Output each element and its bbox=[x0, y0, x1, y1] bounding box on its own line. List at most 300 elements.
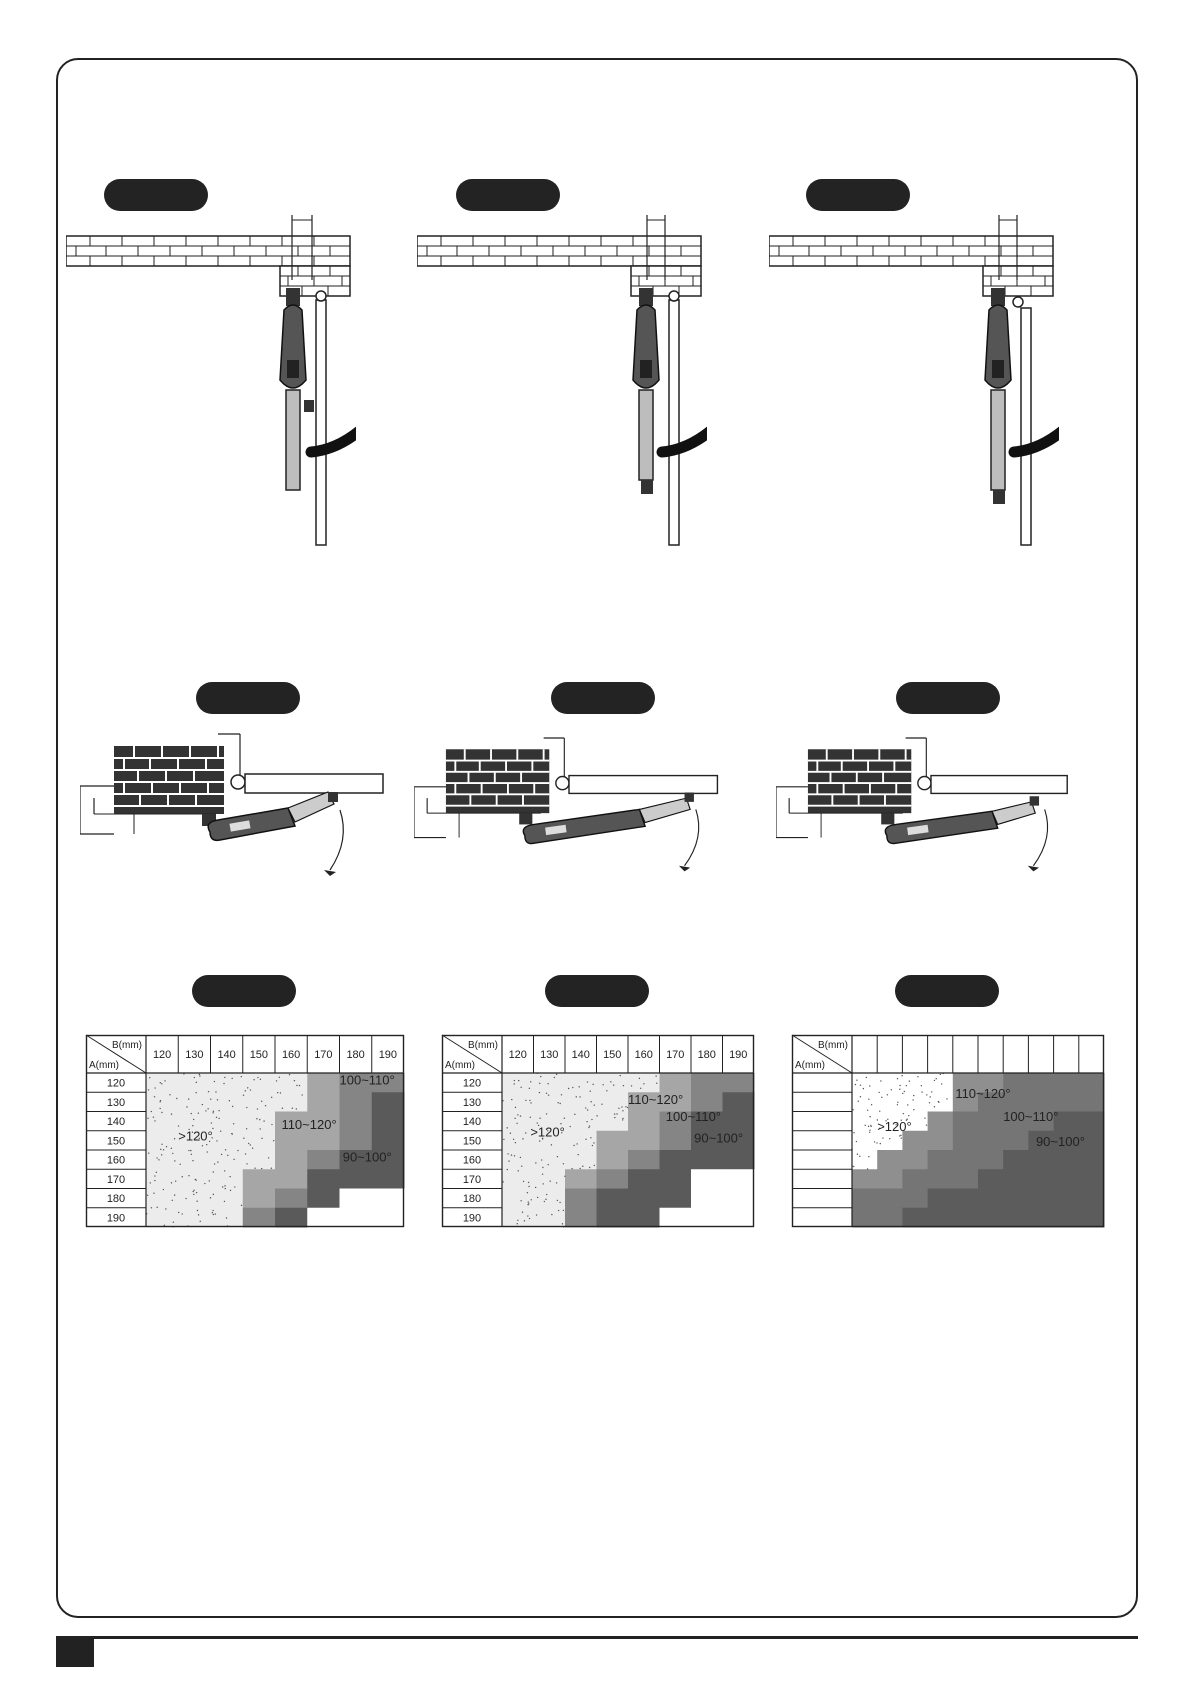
zone-label: >120° bbox=[530, 1124, 565, 1140]
zone-cell bbox=[178, 1189, 211, 1209]
speckle bbox=[531, 1199, 532, 1200]
speckle bbox=[271, 1168, 272, 1169]
swing-arc bbox=[1033, 809, 1047, 865]
zone-cell bbox=[902, 1189, 928, 1209]
speckle bbox=[610, 1081, 611, 1082]
speckle bbox=[881, 1097, 882, 1098]
speckle bbox=[913, 1109, 914, 1110]
speckle bbox=[210, 1098, 211, 1099]
zone-cell bbox=[852, 1150, 878, 1170]
speckle bbox=[279, 1077, 280, 1078]
zone-cell bbox=[723, 1189, 755, 1209]
row-label: 190 bbox=[106, 1212, 126, 1225]
speckle bbox=[540, 1076, 541, 1077]
speckle bbox=[193, 1119, 194, 1120]
row-label: 160 bbox=[106, 1154, 126, 1167]
speckle bbox=[522, 1211, 523, 1212]
zone-cell bbox=[372, 1131, 405, 1151]
zone-label: 90~100° bbox=[342, 1149, 392, 1165]
gate-leaf bbox=[1021, 308, 1031, 545]
zone-cell bbox=[178, 1150, 211, 1170]
speckle bbox=[926, 1124, 927, 1125]
speckle bbox=[570, 1126, 571, 1127]
speckle bbox=[202, 1145, 203, 1146]
speckle bbox=[576, 1143, 577, 1144]
zone-cell bbox=[597, 1092, 629, 1112]
speckle bbox=[924, 1117, 925, 1118]
speckle bbox=[154, 1175, 155, 1176]
column-header-label: B(mm) bbox=[818, 1040, 848, 1051]
zone-cell bbox=[565, 1150, 597, 1170]
speckle bbox=[934, 1080, 935, 1081]
speckle bbox=[520, 1115, 521, 1116]
zone-cell bbox=[307, 1092, 340, 1112]
column-label: 130 bbox=[540, 1049, 559, 1061]
speckle bbox=[148, 1089, 149, 1090]
speckle bbox=[164, 1080, 165, 1081]
speckle bbox=[557, 1200, 558, 1201]
speckle bbox=[151, 1207, 152, 1208]
speckle bbox=[514, 1080, 515, 1081]
speckle bbox=[171, 1148, 172, 1149]
speckle bbox=[912, 1099, 913, 1100]
row-label: 140 bbox=[106, 1116, 126, 1129]
speckle bbox=[259, 1119, 260, 1120]
speckle bbox=[564, 1118, 565, 1119]
speckle bbox=[248, 1143, 249, 1144]
speckle bbox=[527, 1215, 528, 1216]
speckle bbox=[196, 1201, 197, 1202]
mount-diagram-3 bbox=[769, 200, 1059, 550]
speckle bbox=[857, 1154, 858, 1155]
speckle bbox=[593, 1142, 594, 1143]
zone-cell bbox=[146, 1131, 179, 1151]
zone-label: 110~120° bbox=[628, 1091, 684, 1107]
speckle bbox=[192, 1160, 193, 1161]
speckle bbox=[204, 1183, 205, 1184]
speckle bbox=[254, 1168, 255, 1169]
zone-cell bbox=[178, 1073, 211, 1093]
speckle bbox=[527, 1204, 528, 1205]
zone-cell bbox=[178, 1092, 211, 1112]
speckle bbox=[864, 1125, 865, 1126]
speckle bbox=[880, 1143, 881, 1144]
swing-arc bbox=[685, 809, 699, 865]
speckle bbox=[148, 1152, 149, 1153]
zone-cell bbox=[243, 1073, 276, 1093]
zone-cell bbox=[852, 1073, 878, 1093]
speckle bbox=[523, 1181, 524, 1182]
zone-cell bbox=[275, 1073, 308, 1093]
speckle bbox=[250, 1089, 251, 1090]
speckle bbox=[517, 1114, 518, 1115]
speckle bbox=[514, 1083, 515, 1084]
speckle bbox=[174, 1138, 175, 1139]
speckle bbox=[853, 1132, 854, 1133]
zone-cell bbox=[243, 1169, 276, 1189]
speckle bbox=[156, 1172, 157, 1173]
speckle bbox=[587, 1081, 588, 1082]
zone-cell bbox=[146, 1092, 179, 1112]
speckle bbox=[590, 1137, 591, 1138]
speckle bbox=[265, 1105, 266, 1106]
zone-label: 100~110° bbox=[1003, 1109, 1059, 1125]
speckle bbox=[913, 1095, 914, 1096]
speckle bbox=[551, 1214, 552, 1215]
speckle bbox=[191, 1154, 192, 1155]
zone-cell bbox=[978, 1150, 1004, 1170]
zone-cell bbox=[1054, 1169, 1080, 1189]
speckle bbox=[163, 1189, 164, 1190]
zone-cell bbox=[211, 1131, 244, 1151]
speckle bbox=[921, 1091, 922, 1092]
zone-cell bbox=[340, 1112, 373, 1132]
speckle bbox=[655, 1075, 656, 1076]
speckle bbox=[858, 1101, 859, 1102]
zone-cell bbox=[953, 1150, 979, 1170]
speckle bbox=[874, 1141, 875, 1142]
speckle bbox=[263, 1120, 264, 1121]
config-1-table-label bbox=[192, 975, 296, 1007]
speckle bbox=[525, 1100, 526, 1101]
speckle bbox=[259, 1128, 260, 1129]
zone-cell bbox=[275, 1189, 308, 1209]
speckle bbox=[237, 1150, 238, 1151]
zone-cell bbox=[852, 1169, 878, 1189]
speckle bbox=[557, 1102, 558, 1103]
speckle bbox=[542, 1173, 543, 1174]
zone-cell bbox=[502, 1189, 534, 1209]
speckle bbox=[897, 1104, 898, 1105]
zone-cell bbox=[565, 1208, 597, 1228]
zone-label: 110~120° bbox=[281, 1116, 337, 1132]
speckle bbox=[561, 1094, 562, 1095]
speckle bbox=[221, 1154, 222, 1155]
angle-table-3-svg bbox=[792, 1035, 1104, 1227]
zone-cell bbox=[691, 1169, 723, 1189]
zone-cell bbox=[902, 1208, 928, 1228]
zone-cell bbox=[211, 1150, 244, 1170]
speckle bbox=[199, 1074, 200, 1075]
column-label: 120 bbox=[152, 1049, 172, 1061]
column-label: 150 bbox=[249, 1049, 269, 1061]
speckle bbox=[196, 1192, 197, 1193]
speckle bbox=[520, 1087, 521, 1088]
row-header-label: A(mm) bbox=[89, 1060, 119, 1071]
zone-cell bbox=[597, 1073, 629, 1093]
row-label: 130 bbox=[462, 1096, 482, 1109]
speckle bbox=[901, 1137, 902, 1138]
speckle bbox=[936, 1078, 937, 1079]
speckle bbox=[518, 1170, 519, 1171]
row-label: 120 bbox=[462, 1077, 482, 1090]
zone-cell bbox=[597, 1208, 629, 1228]
zone-label: 90~100° bbox=[1035, 1134, 1085, 1150]
angle-table-3 bbox=[792, 1035, 1110, 1227]
zone-cell bbox=[1054, 1189, 1080, 1209]
speckle bbox=[558, 1210, 559, 1211]
column-label: 160 bbox=[634, 1049, 653, 1061]
zone-cell bbox=[534, 1189, 566, 1209]
zone-cell bbox=[628, 1150, 660, 1170]
angle-table-1 bbox=[86, 1035, 404, 1227]
speckle bbox=[515, 1142, 516, 1143]
speckle bbox=[154, 1120, 155, 1121]
zone-cell bbox=[928, 1208, 954, 1228]
speckle bbox=[215, 1091, 216, 1092]
row-label: 170 bbox=[462, 1173, 482, 1186]
zone-cell bbox=[852, 1112, 878, 1132]
speckle bbox=[149, 1077, 150, 1078]
speckle bbox=[174, 1160, 175, 1161]
zone-cell bbox=[1028, 1189, 1054, 1209]
speckle bbox=[579, 1096, 580, 1097]
angle-table-2 bbox=[442, 1035, 760, 1227]
zone-cell bbox=[1079, 1112, 1105, 1132]
zone-cell bbox=[691, 1150, 723, 1170]
speckle bbox=[188, 1175, 189, 1176]
speckle bbox=[226, 1217, 227, 1218]
speckle bbox=[268, 1157, 269, 1158]
speckle bbox=[518, 1080, 519, 1081]
speckle bbox=[557, 1156, 558, 1157]
speckle bbox=[156, 1207, 157, 1208]
speckle bbox=[213, 1194, 214, 1195]
zone-cell bbox=[877, 1092, 903, 1112]
speckle bbox=[506, 1127, 507, 1128]
zone-cell bbox=[723, 1208, 755, 1228]
speckle bbox=[596, 1115, 597, 1116]
row-label: 130 bbox=[106, 1096, 126, 1109]
column-label: 140 bbox=[571, 1049, 590, 1061]
zone-cell bbox=[307, 1208, 340, 1228]
speckle bbox=[245, 1090, 246, 1091]
speckle bbox=[516, 1123, 517, 1124]
speckle bbox=[160, 1149, 161, 1150]
speckle bbox=[246, 1128, 247, 1129]
gate-leaf bbox=[569, 776, 717, 794]
speckle bbox=[224, 1201, 225, 1202]
speckle bbox=[539, 1092, 540, 1093]
speckle bbox=[186, 1106, 187, 1107]
speckle bbox=[856, 1141, 857, 1142]
speckle bbox=[548, 1094, 549, 1095]
speckle bbox=[541, 1159, 542, 1160]
speckle bbox=[153, 1116, 154, 1117]
speckle bbox=[503, 1139, 504, 1140]
speckle bbox=[855, 1084, 856, 1085]
speckle bbox=[528, 1201, 529, 1202]
speckle bbox=[926, 1094, 927, 1095]
zone-cell bbox=[660, 1073, 692, 1093]
speckle bbox=[556, 1182, 557, 1183]
speckle bbox=[171, 1182, 172, 1183]
zone-cell bbox=[372, 1112, 405, 1132]
zone-cell bbox=[953, 1189, 979, 1209]
speckle bbox=[514, 1118, 515, 1119]
zone-cell bbox=[877, 1169, 903, 1189]
speckle bbox=[171, 1113, 172, 1114]
zone-cell bbox=[275, 1131, 308, 1151]
speckle bbox=[174, 1194, 175, 1195]
speckle bbox=[257, 1077, 258, 1078]
zone-cell bbox=[628, 1131, 660, 1151]
speckle bbox=[556, 1074, 557, 1075]
column-label: 180 bbox=[697, 1049, 716, 1061]
speckle bbox=[539, 1083, 540, 1084]
zone-cell bbox=[340, 1208, 373, 1228]
speckle bbox=[938, 1101, 939, 1102]
zone-cell bbox=[902, 1150, 928, 1170]
speckle bbox=[863, 1088, 864, 1089]
speckle bbox=[147, 1195, 148, 1196]
speckle bbox=[185, 1198, 186, 1199]
speckle bbox=[866, 1077, 867, 1078]
speckle bbox=[908, 1115, 909, 1116]
speckle bbox=[243, 1095, 244, 1096]
speckle bbox=[579, 1168, 580, 1169]
zone-cell bbox=[340, 1189, 373, 1209]
speckle bbox=[878, 1092, 879, 1093]
speckle bbox=[229, 1100, 230, 1101]
speckle bbox=[197, 1210, 198, 1211]
speckle bbox=[296, 1085, 297, 1086]
speckle bbox=[289, 1074, 290, 1075]
speckle bbox=[578, 1086, 579, 1087]
speckle bbox=[508, 1160, 509, 1161]
speckle bbox=[563, 1163, 564, 1164]
page-number-box bbox=[56, 1637, 94, 1667]
speckle bbox=[594, 1165, 595, 1166]
speckle bbox=[507, 1169, 508, 1170]
speckle bbox=[869, 1132, 870, 1133]
speckle bbox=[188, 1098, 189, 1099]
speckle bbox=[589, 1167, 590, 1168]
speckle bbox=[577, 1154, 578, 1155]
zone-cell bbox=[1079, 1208, 1105, 1228]
zone-cell bbox=[243, 1189, 276, 1209]
zone-cell bbox=[597, 1169, 629, 1189]
speckle bbox=[622, 1110, 623, 1111]
speckle bbox=[213, 1111, 214, 1112]
speckle bbox=[521, 1165, 522, 1166]
speckle bbox=[271, 1097, 272, 1098]
speckle bbox=[178, 1212, 179, 1213]
speckle bbox=[590, 1101, 591, 1102]
zone-cell bbox=[691, 1208, 723, 1228]
zone-cell bbox=[691, 1073, 723, 1093]
zone-cell bbox=[307, 1131, 340, 1151]
speckle bbox=[870, 1125, 871, 1126]
speckle bbox=[214, 1163, 215, 1164]
speckle bbox=[545, 1199, 546, 1200]
speckle bbox=[625, 1106, 626, 1107]
zone-cell bbox=[660, 1169, 692, 1189]
speckle bbox=[246, 1163, 247, 1164]
speckle bbox=[931, 1091, 932, 1092]
speckle bbox=[206, 1144, 207, 1145]
zone-cell bbox=[1028, 1208, 1054, 1228]
zone-label: 90~100° bbox=[694, 1130, 744, 1146]
column-label: 140 bbox=[217, 1049, 236, 1061]
speckle bbox=[222, 1186, 223, 1187]
zone-cell bbox=[565, 1131, 597, 1151]
speckle bbox=[627, 1107, 628, 1108]
column-header-label: B(mm) bbox=[112, 1040, 142, 1051]
speckle bbox=[897, 1102, 898, 1103]
zone-cell bbox=[243, 1150, 276, 1170]
speckle bbox=[586, 1121, 587, 1122]
row-label: 160 bbox=[462, 1154, 482, 1167]
speckle bbox=[202, 1104, 203, 1105]
speckle bbox=[929, 1102, 930, 1103]
zone-cell bbox=[1003, 1189, 1029, 1209]
speckle bbox=[224, 1077, 225, 1078]
speckle bbox=[623, 1085, 624, 1086]
speckle bbox=[640, 1088, 641, 1089]
speckle bbox=[227, 1155, 228, 1156]
speckle bbox=[930, 1096, 931, 1097]
zone-label: 100~110° bbox=[665, 1109, 722, 1125]
speckle bbox=[195, 1092, 196, 1093]
speckle bbox=[154, 1087, 155, 1088]
speckle bbox=[589, 1125, 590, 1126]
speckle bbox=[588, 1127, 589, 1128]
speckle bbox=[233, 1159, 234, 1160]
speckle bbox=[587, 1109, 588, 1110]
speckle bbox=[257, 1108, 258, 1109]
speckle bbox=[946, 1098, 947, 1099]
speckle bbox=[166, 1146, 167, 1147]
speckle bbox=[209, 1180, 210, 1181]
speckle bbox=[590, 1091, 591, 1092]
zone-cell bbox=[1079, 1150, 1105, 1170]
zone-cell bbox=[502, 1208, 534, 1228]
row-label: 140 bbox=[462, 1116, 482, 1129]
speckle bbox=[529, 1218, 530, 1219]
speckle bbox=[169, 1094, 170, 1095]
zone-cell bbox=[307, 1150, 340, 1170]
speckle bbox=[207, 1151, 208, 1152]
row-header-label: A(mm) bbox=[445, 1060, 475, 1071]
speckle bbox=[524, 1220, 525, 1221]
zone-cell bbox=[340, 1092, 373, 1112]
zone-cell bbox=[723, 1092, 755, 1112]
speckle bbox=[520, 1200, 521, 1201]
speckle bbox=[230, 1190, 231, 1191]
speckle bbox=[899, 1089, 900, 1090]
speckle bbox=[522, 1138, 523, 1139]
speckle bbox=[160, 1082, 161, 1083]
speckle bbox=[513, 1139, 514, 1140]
mount-diagram-1 bbox=[66, 200, 356, 550]
speckle bbox=[573, 1145, 574, 1146]
speckle bbox=[511, 1154, 512, 1155]
speckle bbox=[643, 1083, 644, 1084]
zone-label: >120° bbox=[877, 1118, 912, 1134]
zone-cell bbox=[534, 1169, 566, 1189]
zone-cell bbox=[852, 1092, 878, 1112]
speckle bbox=[559, 1202, 560, 1203]
speckle bbox=[158, 1159, 159, 1160]
speckle bbox=[243, 1138, 244, 1139]
speckle bbox=[192, 1125, 193, 1126]
gate-leaf bbox=[931, 776, 1067, 794]
speckle bbox=[154, 1096, 155, 1097]
zone-cell bbox=[597, 1112, 629, 1132]
zone-cell bbox=[928, 1169, 954, 1189]
zone-cell bbox=[502, 1073, 534, 1093]
